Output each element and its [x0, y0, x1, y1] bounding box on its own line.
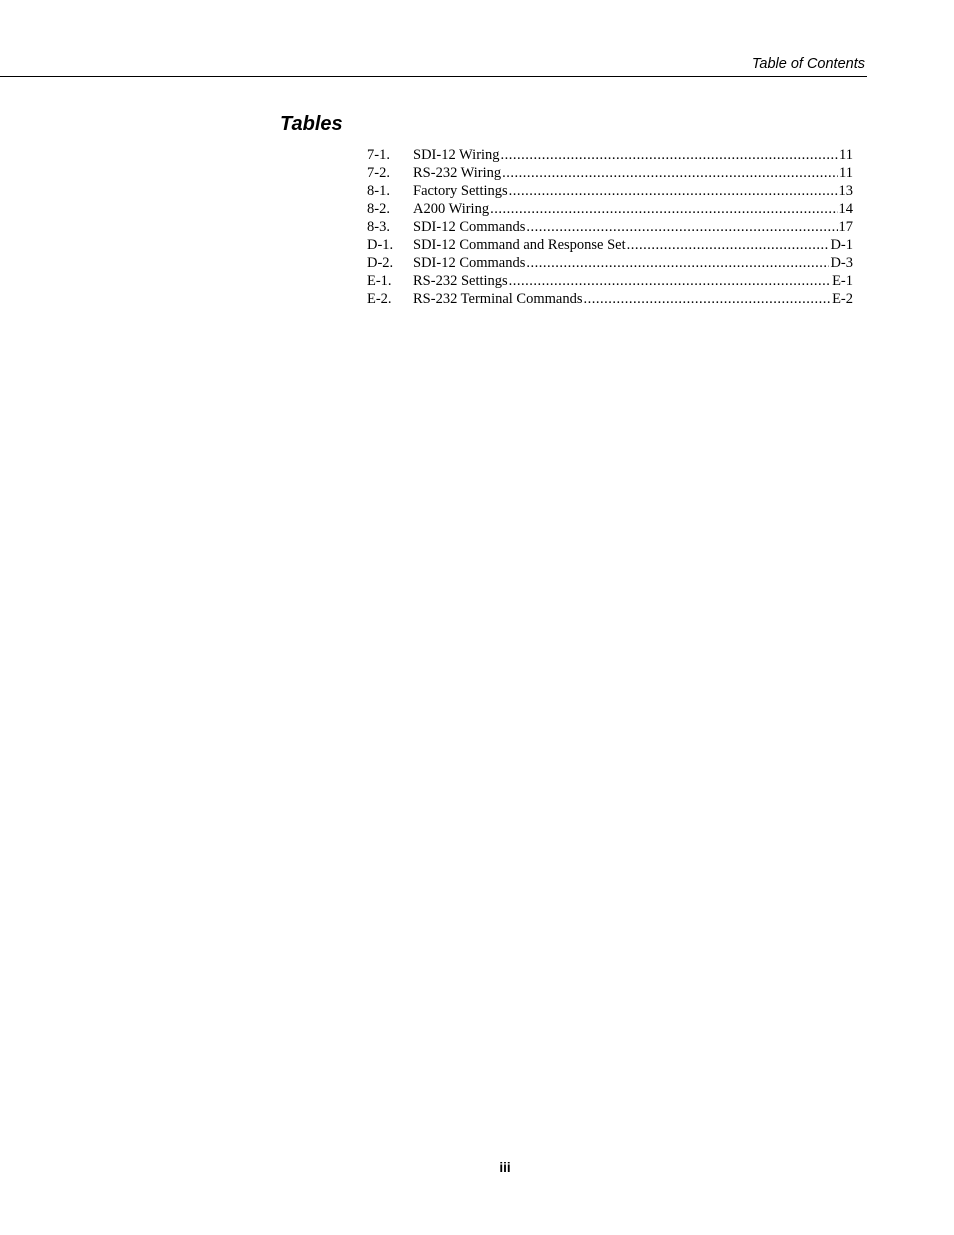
toc-entry-number: 8-2. — [367, 201, 390, 217]
toc-entry-page: 11 — [839, 165, 853, 181]
toc-entry-title: SDI-12 Commands — [413, 255, 526, 271]
toc-entry[interactable] — [367, 146, 853, 164]
toc-entry-title: RS-232 Terminal Commands — [413, 291, 583, 307]
toc-entry-title: RS-232 Wiring — [413, 165, 502, 181]
toc-entry-title: A200 Wiring — [413, 201, 490, 217]
toc-entry-number: D-1. — [367, 237, 394, 253]
toc-dot-leader — [502, 164, 838, 182]
toc-entry-title: SDI-12 Commands — [413, 219, 526, 235]
toc-entry-title: SDI-12 Wiring — [413, 147, 500, 163]
toc-entry-number: 7-2. — [367, 165, 390, 181]
header-rule — [0, 76, 867, 77]
toc-entry[interactable] — [367, 218, 853, 236]
toc-entry-title: Factory Settings — [413, 183, 508, 199]
section-title: Tables — [280, 113, 343, 135]
toc-entry[interactable] — [367, 164, 853, 182]
toc-entry[interactable] — [367, 182, 853, 200]
toc-dot-leader — [509, 272, 831, 290]
toc-entry[interactable] — [367, 254, 853, 272]
toc-entry-page: 17 — [838, 219, 853, 235]
toc-entry[interactable] — [367, 272, 853, 290]
toc-entry-number: 8-3. — [367, 219, 390, 235]
toc-entry-page: 13 — [838, 183, 853, 199]
toc-entry[interactable] — [367, 236, 853, 254]
toc-dot-leader — [526, 218, 837, 236]
toc-entry-page: E-2 — [832, 291, 853, 307]
toc-entry-page: 11 — [839, 147, 853, 163]
page-number: iii — [499, 1160, 511, 1175]
toc-dot-leader — [526, 254, 829, 272]
toc-entry-title: RS-232 Settings — [413, 273, 508, 289]
toc-entry-page: E-1 — [832, 273, 853, 289]
toc-entry-title: SDI-12 Command and Response Set — [413, 237, 626, 253]
toc-dot-leader — [509, 182, 838, 200]
running-header-title: Table of Contents — [751, 56, 865, 72]
list-of-tables — [367, 146, 853, 308]
toc-dot-leader — [501, 146, 838, 164]
toc-dot-leader — [627, 236, 830, 254]
toc-entry-number: 8-1. — [367, 183, 390, 199]
toc-entry-number: D-2. — [367, 255, 394, 271]
toc-entry-page: 14 — [838, 201, 853, 217]
toc-dot-leader — [490, 200, 837, 218]
toc-entry[interactable] — [367, 290, 853, 308]
toc-entry-number: E-2. — [367, 291, 392, 307]
toc-entry-page: D-3 — [830, 255, 853, 271]
toc-entry-number: 7-1. — [367, 147, 390, 163]
toc-entry-number: E-1. — [367, 273, 392, 289]
toc-entry-page: D-1 — [830, 237, 853, 253]
toc-entry[interactable] — [367, 200, 853, 218]
toc-dot-leader — [584, 290, 832, 308]
